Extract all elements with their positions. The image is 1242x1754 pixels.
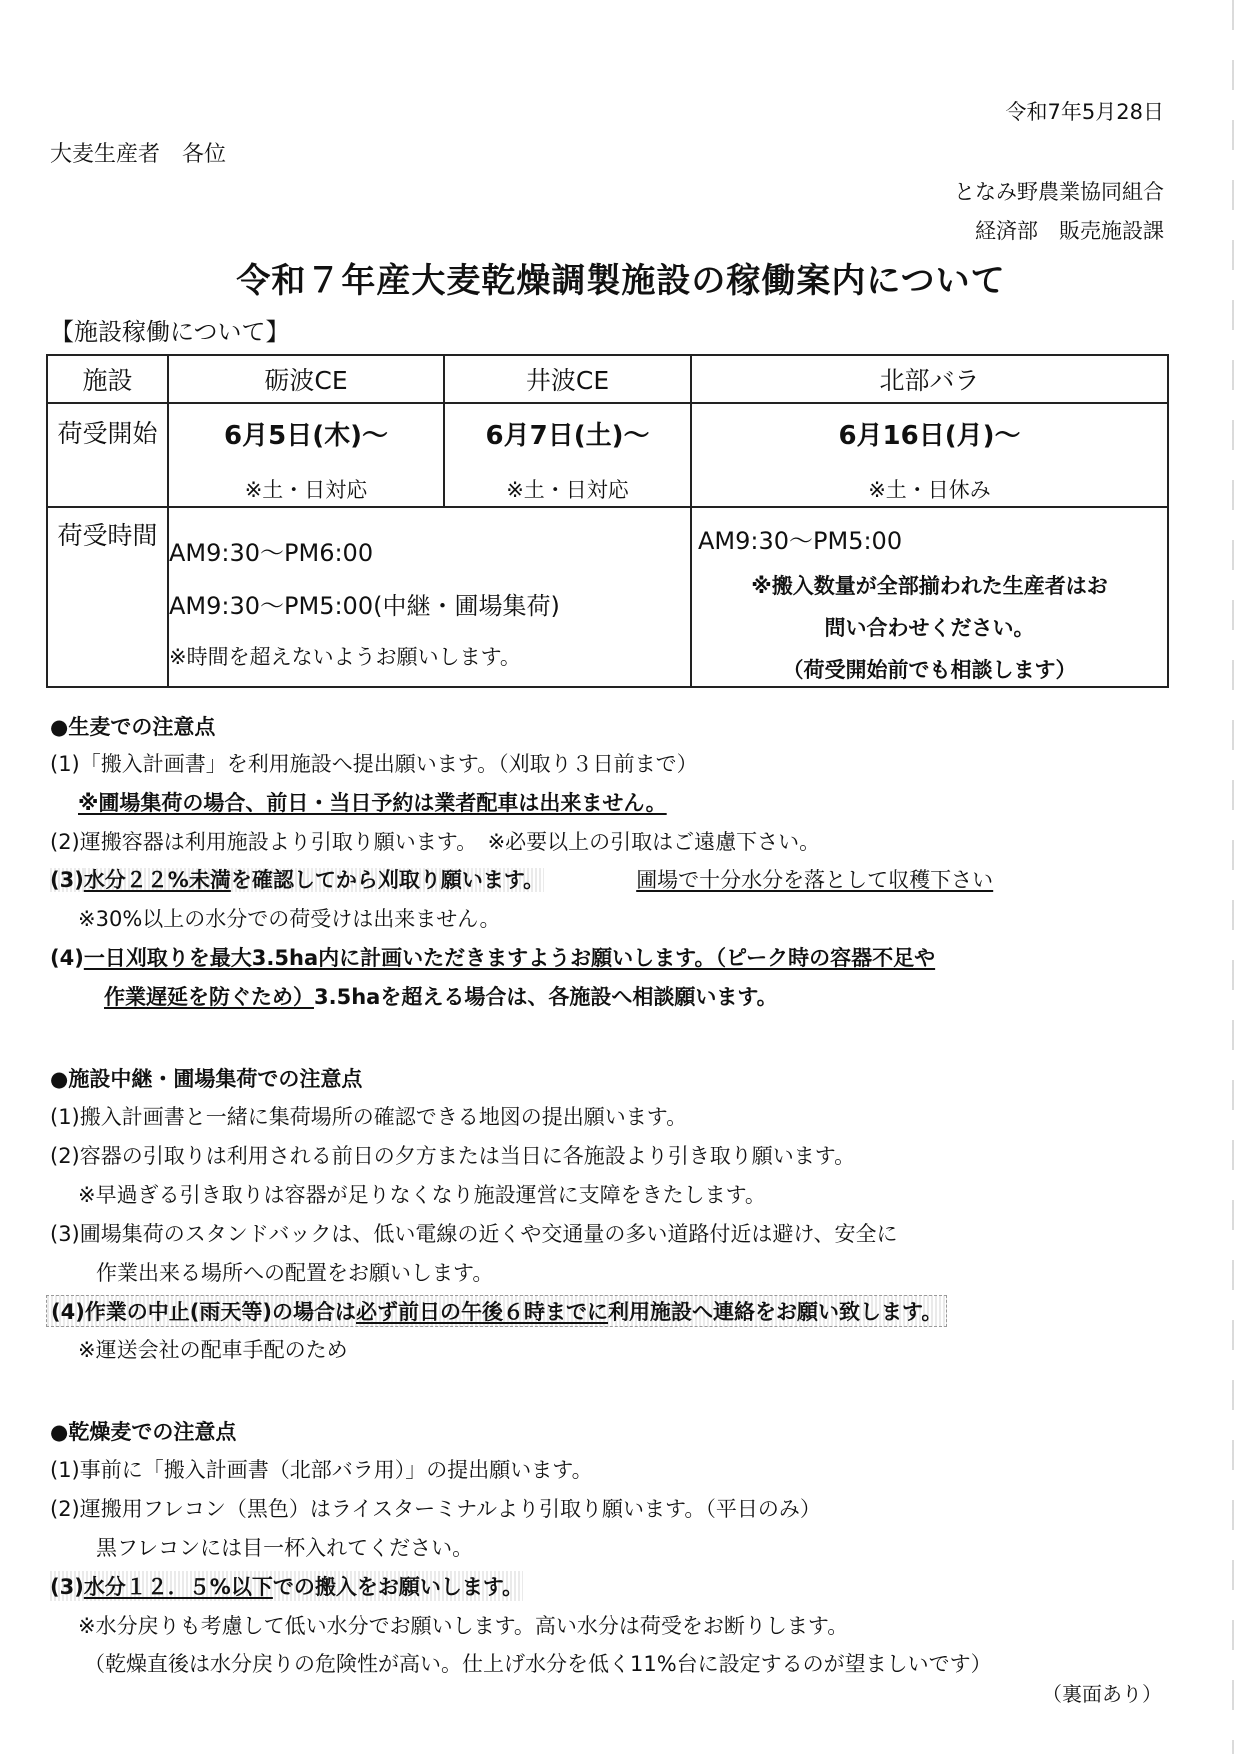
- start-note: ※土・日対応: [506, 477, 629, 502]
- table-row-time: [47, 507, 1168, 687]
- list-note: ※30%以上の水分での荷受けは出来ません。: [78, 907, 501, 931]
- list-note: （乾燥直後は水分戻りの危険性が高い。仕上げ水分を低く11%台に設定するのが望ましいです）: [84, 1652, 992, 1676]
- header-cell-tonami-ce: 砺波CE: [168, 355, 444, 403]
- header-cell-hokubu-bara: 北部バラ: [691, 355, 1168, 403]
- list-item: (2)運搬容器は利用施設より引取り願います。 ※必要以上の引取はご遠慮下さい。: [50, 830, 821, 854]
- addressee: 大麦生産者 各位: [50, 142, 227, 167]
- time-note: ※時間を超えないようお願いします。: [169, 645, 521, 669]
- row-label-text: 荷受開始: [57, 419, 158, 448]
- list-item: (2)容器の引取りは利用される前日の夕方または当日に各施設より引き取り願います。: [50, 1144, 856, 1168]
- list-item: [46, 1295, 947, 1327]
- time-note: ※搬入数量が全部揃われた生産者はお: [751, 573, 1108, 598]
- time-line: AM9:30～PM5:00(中継・圃場集荷): [169, 592, 560, 620]
- item-number: (4): [51, 1300, 85, 1324]
- time-note: 問い合わせください。: [824, 615, 1035, 640]
- list-item: (1)「搬入計画書」を利用施設へ提出願います。（刈取り３日前まで）: [50, 752, 698, 776]
- cell-start-inami: [444, 403, 691, 507]
- section-heading-dried: ●乾燥麦での注意点: [50, 1420, 237, 1444]
- item-text: 作業の中止(雨天等)の場合は: [84, 1300, 357, 1324]
- item-number: (4): [50, 946, 84, 970]
- emphasis: 必ず前日の午後６時までに: [356, 1300, 609, 1324]
- cell-start-hokubu: [691, 403, 1168, 507]
- header-cell-inami-ce: 井波CE: [444, 355, 691, 403]
- item-text: での搬入をお願いします。: [272, 1575, 524, 1599]
- list-item-continued: 作業出来る場所への配置をお願いします。: [96, 1261, 494, 1285]
- start-date: 6月16日(月)～: [838, 420, 1021, 451]
- item-text: 圃場で十分水分を落として収穫下さい: [636, 868, 994, 892]
- section-heading-relay: ●施設中継・圃場集荷での注意点: [50, 1067, 363, 1091]
- time-note: （荷受開始前でも相談します）: [782, 657, 1077, 682]
- list-item-continued: [104, 981, 778, 1011]
- organization-name: となみ野農業協同組合: [954, 180, 1164, 204]
- section-heading-fresh: ●生麦での注意点: [50, 715, 216, 739]
- cell-time-ce: [168, 507, 691, 687]
- list-item: (2)運搬用フレコン（黒色）はライスターミナルより引取り願います。（平日のみ）: [50, 1497, 821, 1521]
- row-label-time: 荷受時間: [47, 507, 168, 687]
- list-item: (1)搬入計画書と一緒に集荷場所の確認できる地図の提出願います。: [50, 1105, 688, 1129]
- item-text: 利用施設へ連絡をお願い致します。: [608, 1300, 943, 1324]
- start-date: 6月7日(土)～: [485, 420, 650, 451]
- emphasis: 一日刈取りを最大3.5ha内に計画いただきますようお願いします。（ピーク時の容器不足や: [83, 946, 936, 970]
- list-item: [50, 1571, 523, 1601]
- emphasis: 水分２２%未満: [83, 868, 231, 892]
- header-cell-facility: 施設: [47, 355, 168, 403]
- list-item: (3)圃場集荷のスタンドバックは、低い電線の近くや交通量の多い道路付近は避け、安全に: [50, 1222, 898, 1246]
- department-name: 経済部 販売施設課: [975, 219, 1164, 243]
- continued-note: （裏面あり）: [1042, 1682, 1162, 1706]
- document-title: 令和７年産大麦乾燥調製施設の稼働案内について: [236, 261, 1006, 301]
- list-note: ※水分戻りも考慮して低い水分でお願いします。高い水分は荷受をお断りします。: [78, 1614, 849, 1638]
- cell-time-hokubu: [691, 507, 1168, 687]
- list-item: [50, 864, 993, 894]
- schedule-table: [46, 354, 1169, 688]
- issue-date: 令和7年5月28日: [1005, 100, 1164, 124]
- time-line: AM9:30～PM6:00: [169, 539, 374, 567]
- table-header-row: [47, 355, 1168, 403]
- item-text: 3.5haを超える場合は、各施設へ相談願います。: [314, 985, 778, 1009]
- item-number: (3): [50, 1575, 84, 1599]
- start-date: 6月5日(木)～: [224, 420, 388, 451]
- start-note: ※土・日対応: [244, 477, 368, 502]
- row-label-start: [47, 403, 168, 507]
- list-item: [50, 942, 935, 972]
- section-label: 【施設稼働について】: [50, 318, 290, 346]
- list-note: ※圃場集荷の場合、前日・当日予約は業者配車は出来ません。: [78, 791, 667, 815]
- table-row-start: [47, 403, 1168, 507]
- list-note: ※早過ぎる引き取りは容器が足りなくなり施設運営に支障をきたします。: [78, 1183, 766, 1207]
- start-note: ※土・日休み: [868, 477, 991, 502]
- list-item-continued: 黒フレコンには目一杯入れてください。: [96, 1536, 474, 1560]
- item-text: を確認してから刈取り願います。: [230, 868, 545, 892]
- cell-start-tonami: [168, 403, 444, 507]
- emphasis: 水分１２．５%以下: [83, 1575, 273, 1599]
- item-number: (3): [50, 868, 84, 892]
- emphasis: 作業遅延を防ぐため）: [104, 985, 314, 1009]
- list-item: (1)事前に「搬入計画書（北部バラ用）」の提出願います。: [50, 1458, 593, 1482]
- list-note: ※運送会社の配車手配のため: [78, 1338, 348, 1362]
- time-line: AM9:30～PM5:00: [698, 526, 903, 555]
